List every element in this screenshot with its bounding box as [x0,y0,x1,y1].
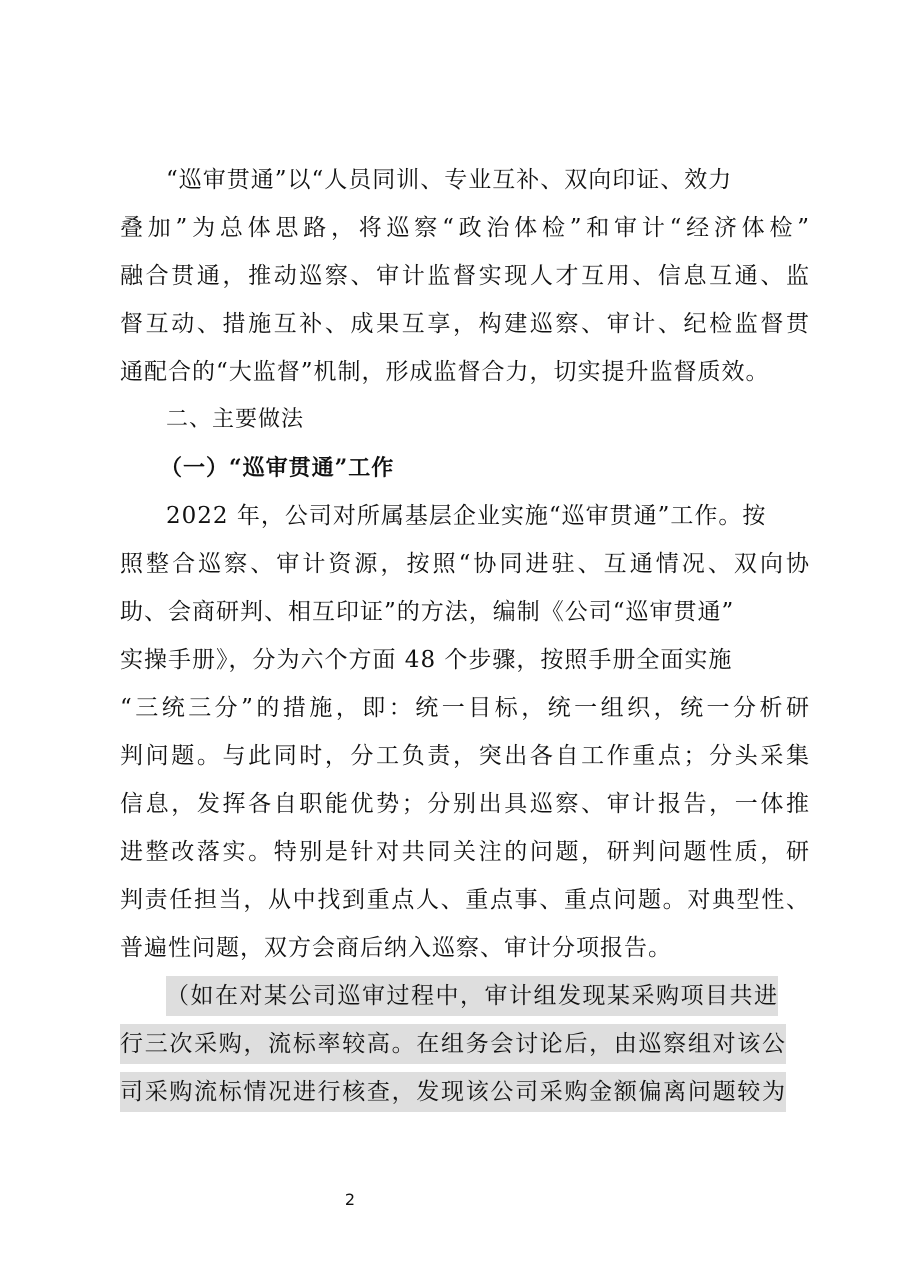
paragraph-2-line-6: 判问题。与此同时，分工负责，突出各自工作重点；分头采集 [120,743,810,769]
paragraph-2-line-1: 2022 年，公司对所属基层企业实施“巡审贯通”工作。按 [166,503,767,529]
paragraph-1-line-2: 叠加”为总体思路，将巡察“政治体检”和审计“经济体检” [120,215,810,241]
paragraph-2-line-7: 信息，发挥各自职能优势；分别出具巡察、审计报告，一体推 [120,791,810,817]
paragraph-1-line-3: 融合贯通，推动巡察、审计监督实现人才互用、信息互通、监 [120,263,810,289]
highlighted-line-3: 司采购流标情况进行核查，发现该公司采购金额偏离问题较为 [120,1072,786,1112]
section-heading: 二、主要做法 [166,407,305,432]
paragraph-2-line-10: 普遍性问题，双方会商后纳入巡察、审计分项报告。 [120,935,672,961]
paragraph-1-line-5: 通配合的“大监督”机制，形成监督合力，切实提升监督质效。 [120,359,770,385]
paragraph-2-line-9: 判责任担当，从中找到重点人、重点事、重点问题。对典型性、 [120,887,810,913]
paragraph-2-line-3: 助、会商研判、相互印证”的方法，编制《公司“巡审贯通” [120,599,735,625]
paragraph-1-line-4: 督互动、措施互补、成果互享，构建巡察、审计、纪检监督贯 [120,311,810,337]
page-number: 2 [344,1190,356,1209]
subsection-heading: （一）“巡审贯通”工作 [160,455,395,481]
paragraph-2-line-5: “三统三分”的措施，即：统一目标，统一组织，统一分析研 [120,695,810,721]
paragraph-2-line-8: 进整改落实。特别是针对共同关注的问题，研判问题性质，研 [120,839,810,865]
highlighted-line-2: 行三次采购，流标率较高。在组务会讨论后，由巡察组对该公 [120,1024,786,1064]
paragraph-2-line-4: 实操手册》，分为六个方面 48 个步骤，按照手册全面实施 [120,647,733,673]
paragraph-2-line-2: 照整合巡察、审计资源，按照“协同进驻、互通情况、双向协 [120,551,810,577]
highlighted-line-1: （如在对某公司巡审过程中，审计组发现某采购项目共进 [166,976,778,1016]
paragraph-1-line-1: “巡审贯通”以“人员同训、专业互补、双向印证、效力 [166,167,733,193]
